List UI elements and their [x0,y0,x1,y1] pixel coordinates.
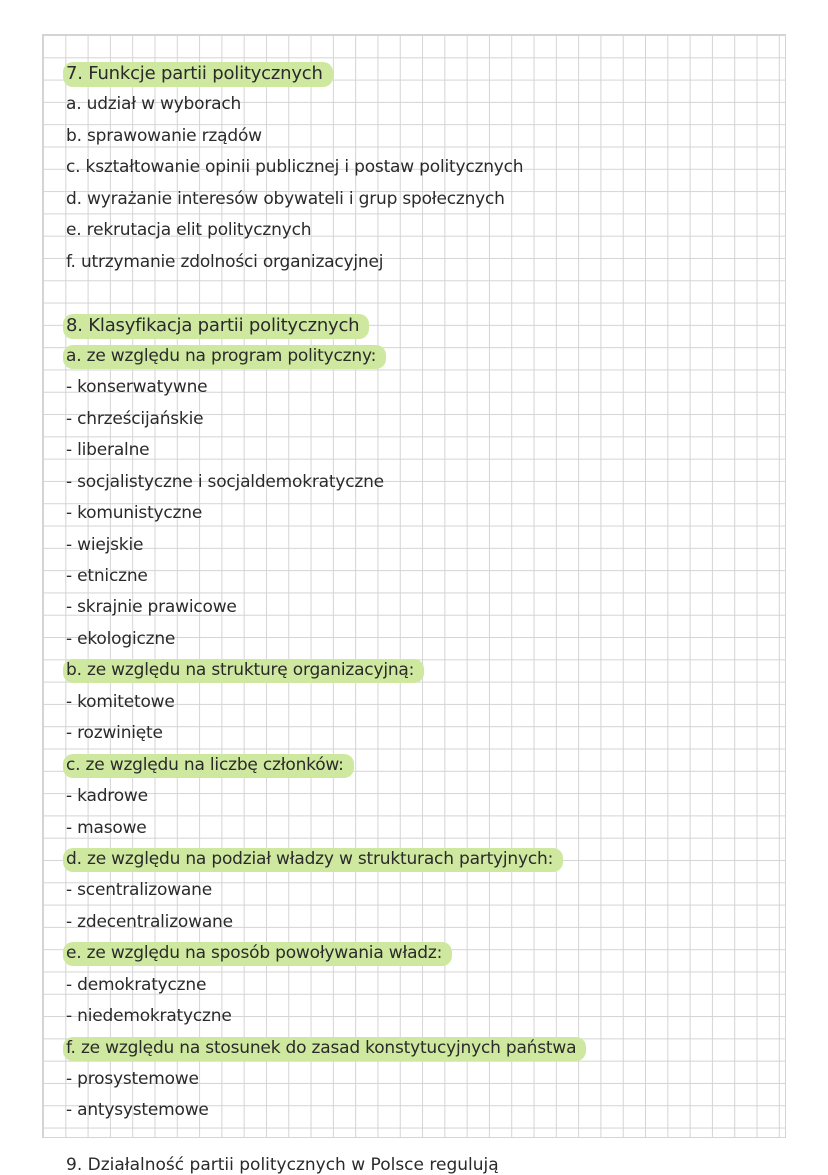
list-item: - ekologiczne [66,628,176,649]
list-item: - niedemokratyczne [66,1006,232,1027]
list-item: - antysystemowe [66,1100,209,1121]
list-item: - kadrowe [66,786,148,807]
list-item: - prosystemowe [66,1069,199,1089]
list-item: a. udział w wyborach [66,94,242,115]
section-8-title: 8. Klasyfikacja partii politycznych [66,310,766,341]
list-item: - komunistyczne [66,503,203,524]
group-heading-f: f. ze względu na stosunek do zasad konstytucyjnych państwa [66,1033,766,1064]
group-heading-e: e. ze względu na sposób powoływania władz: [66,938,766,969]
group-heading-b: b. ze względu na strukturę organizacyjną: [66,655,766,686]
list-item: d. wyrażanie interesów obywateli i grup społecznych [66,188,505,209]
list-item: - komitetowe [66,691,175,712]
list-item: - etniczne [66,566,148,586]
group-heading-c: c. ze względu na liczbę członków: [66,750,766,781]
next-section-title-cut: 9. Działalność partii politycznych w Polsce regulują [66,1155,499,1175]
list-item: f. utrzymanie zdolności organizacyjnej [66,251,384,272]
blank-line [66,278,766,309]
list-item: - scentralizowane [66,880,212,901]
list-item: - liberalne [66,440,150,461]
group-heading-d: d. ze względu na podział władzy w strukturach partyjnych: [66,844,766,875]
section-7-title: 7. Funkcje partii politycznych [66,58,766,89]
notes-content [66,58,766,1127]
list-item: - zdecentralizowane [66,911,233,932]
list-item: e. rekrutacja elit politycznych [66,220,312,241]
list-item: c. kształtowanie opinii publicznej i postaw politycznych [66,157,524,178]
list-item: - rozwinięte [66,723,163,744]
list-item: - masowe [66,817,147,838]
list-item: b. sprawowanie rządów [66,125,262,146]
list-item: - wiejskie [66,534,144,555]
list-item: - socjalistyczne i socjaldemokratyczne [66,471,384,492]
list-item: - konserwatywne [66,377,208,398]
list-item: - chrześcijańskie [66,408,204,429]
list-item: - demokratyczne [66,974,207,995]
group-heading-a: a. ze względu na program polityczny: [66,341,766,372]
list-item: - skrajnie prawicowe [66,597,237,618]
